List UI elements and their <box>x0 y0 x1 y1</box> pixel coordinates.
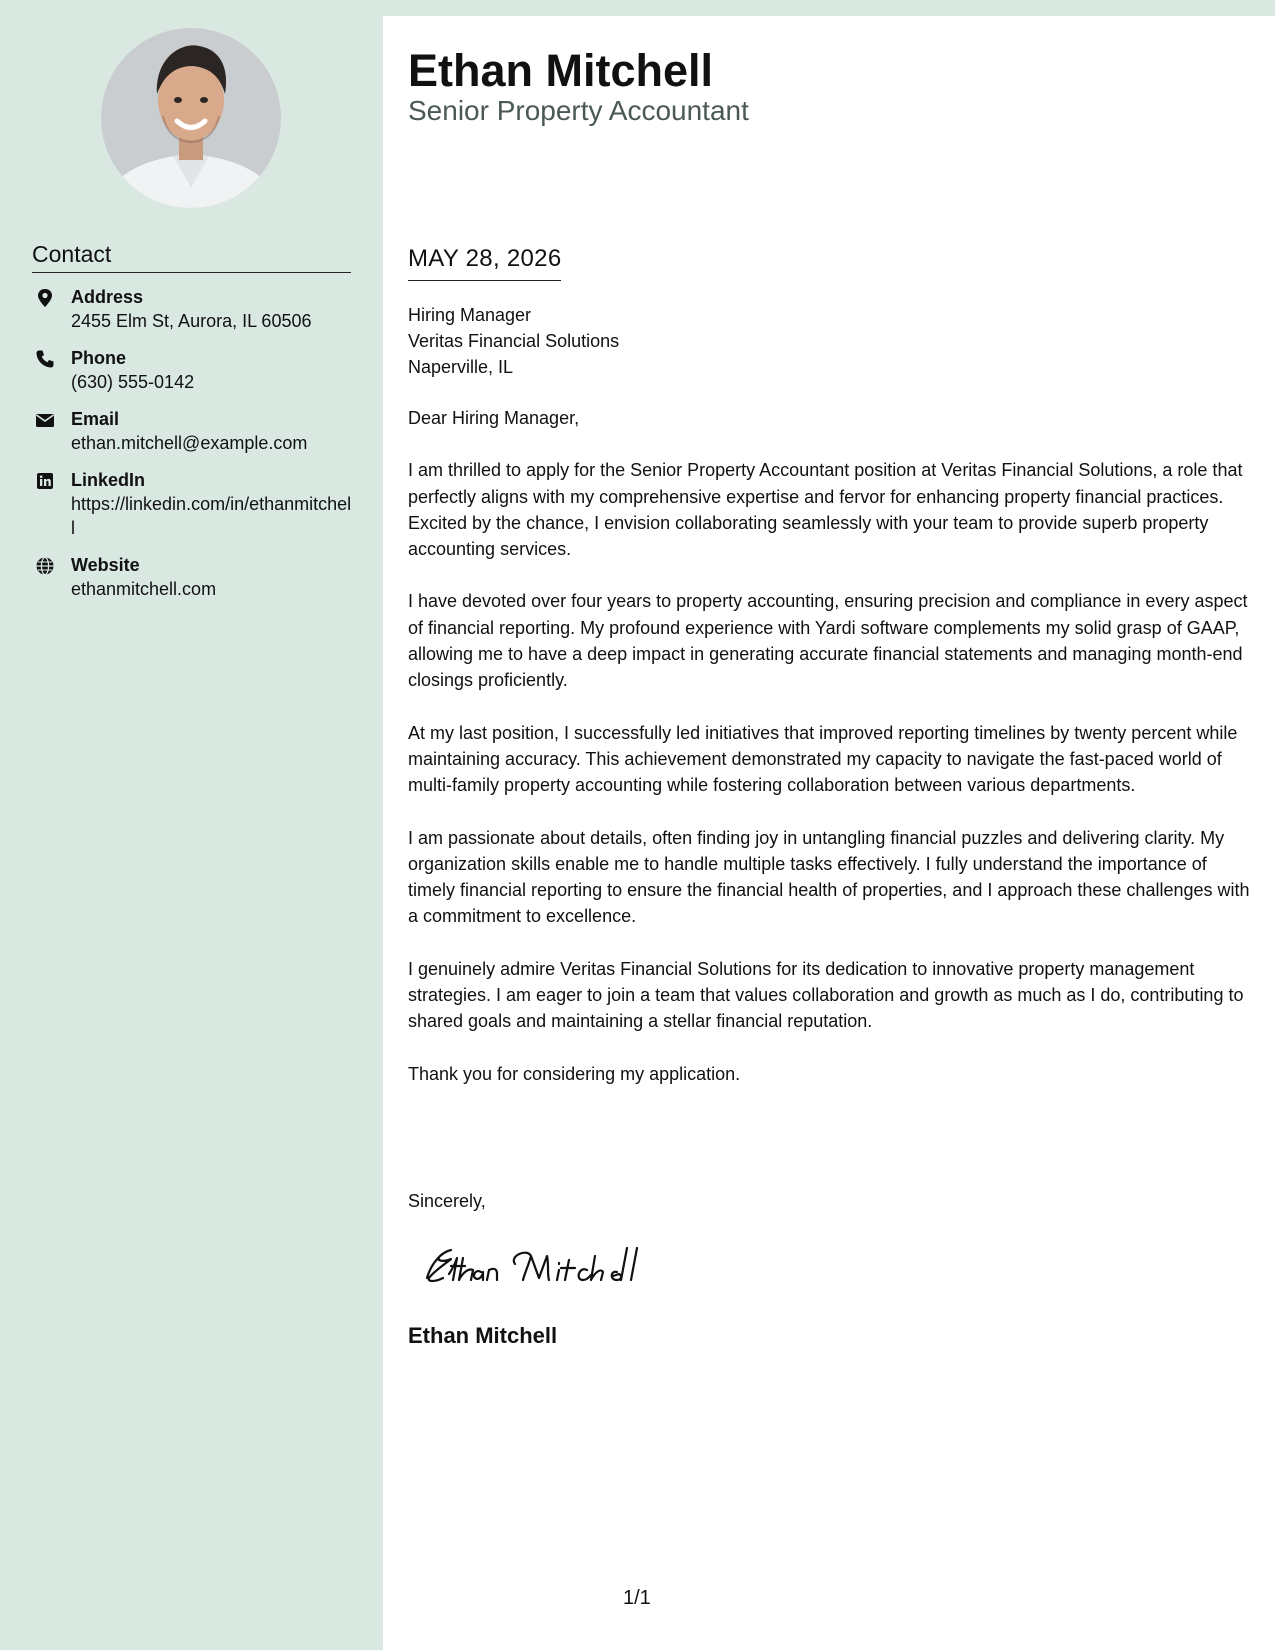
contact-label: Phone <box>71 348 127 368</box>
recipient-line: Hiring Manager <box>408 305 532 325</box>
top-band <box>383 0 1275 16</box>
closing: Sincerely, <box>408 1191 486 1211</box>
website-link[interactable]: ethanmitchell.com <box>71 579 217 599</box>
handwritten-signature <box>419 1234 659 1294</box>
linkedin-link[interactable]: https://linkedin.com/in/ethanmitchell <box>71 494 352 538</box>
contact-list <box>32 286 352 615</box>
contact-label: Address <box>71 287 144 307</box>
letter-date: MAY 28, 2026 <box>408 244 561 281</box>
body-paragraph: I genuinely admire Veritas Financial Solutions for its dedication to innovative property management strategies. I am eager to join a team that values collaboration and growth as much as I do, contributing to shared goals and maintaining a stellar financial reputation. <box>408 958 1244 1032</box>
body-paragraph: Thank you for considering my application. <box>408 1063 741 1084</box>
location-pin-icon <box>35 288 55 308</box>
recipient-block <box>408 302 1250 380</box>
contact-heading: Contact <box>32 240 351 273</box>
profile-photo <box>101 28 281 208</box>
linkedin-icon <box>35 471 55 491</box>
applicant-name: Ethan Mitchell <box>408 45 714 96</box>
recipient-line: Naperville, IL <box>408 357 514 377</box>
sidebar <box>0 0 383 1650</box>
applicant-title: Senior Property Accountant <box>408 95 749 126</box>
body-paragraph: I am thrilled to apply for the Senior Property Accountant position at Veritas Financial Solutions, a role that perfectly aligns with my comprehensive expertise and fervor for enhancing property financial practices. Excited by the chance, I envision collaborating seamlessly with your team to provide superb property accounting services. <box>408 460 1243 560</box>
contact-label: Email <box>71 409 120 429</box>
envelope-icon <box>35 410 55 430</box>
contact-item-address <box>32 286 352 333</box>
contact-item-email <box>32 408 352 455</box>
body-paragraph: I have devoted over four years to property accounting, ensuring precision and compliance in every aspect of financial reporting. My profound experience with Yardi software complements my solid grasp of GAAP, allowing me to have a deep impact in generating accurate financial statements and managing month-end closings proficiently. <box>408 591 1248 691</box>
address-value: 2455 Elm St, Aurora, IL 60506 <box>71 311 312 331</box>
contact-item-phone <box>32 347 352 394</box>
recipient-line: Veritas Financial Solutions <box>408 331 620 351</box>
phone-icon <box>35 349 55 369</box>
salutation: Dear Hiring Manager, <box>408 408 580 428</box>
contact-label: Website <box>71 555 140 575</box>
letter-content <box>408 302 1250 1113</box>
contact-item-website <box>32 554 352 601</box>
page-indicator: 1/1 <box>623 1587 651 1609</box>
email-link[interactable]: ethan.mitchell@example.com <box>71 433 308 453</box>
letter-body <box>383 16 1275 1650</box>
contact-label: LinkedIn <box>71 470 146 490</box>
contact-item-linkedin <box>32 469 352 540</box>
signer-name: Ethan Mitchell <box>408 1323 558 1348</box>
body-paragraph: At my last position, I successfully led initiatives that improved reporting timelines by twenty percent while maintaining accuracy. This achievement demonstrated my capacity to navigate the fast-paced world of multi-family property accounting while fostering collaboration between various departments. <box>408 722 1238 796</box>
phone-value: (630) 555-0142 <box>71 372 195 392</box>
body-paragraph: I am passionate about details, often finding joy in untangling financial puzzles and delivering clarity. My organization skills enable me to handle multiple tasks effectively. I fully understand the importance of timely financial reporting to ensure the financial health of properties, and I approach these challenges with a commitment to excellence. <box>408 827 1250 927</box>
globe-icon <box>35 556 55 576</box>
